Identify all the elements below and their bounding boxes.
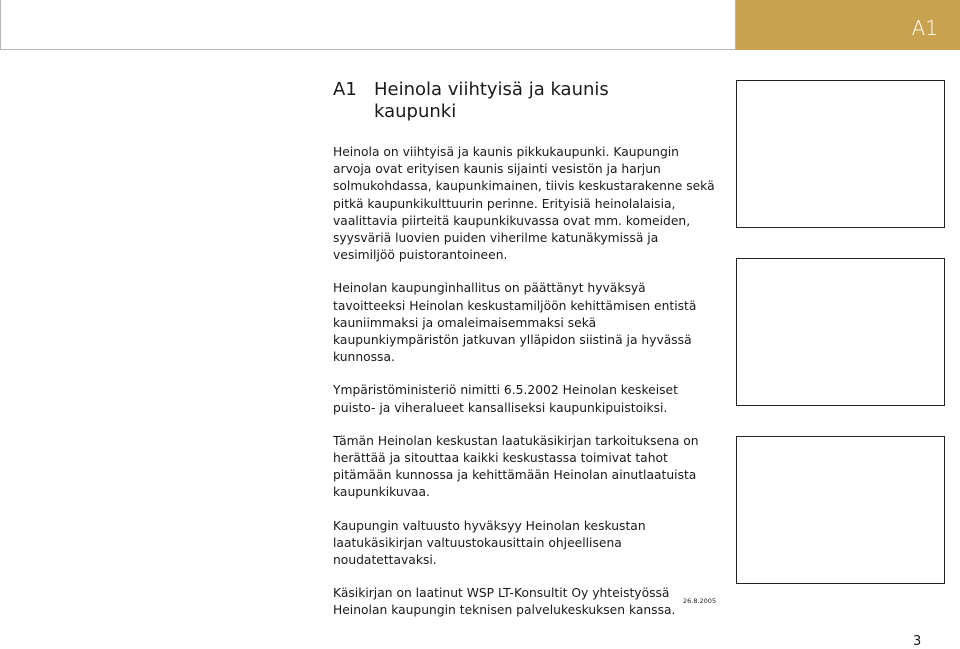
image-placeholder (736, 258, 945, 406)
section-tab (736, 0, 960, 50)
paragraph: Heinolan kaupunginhallitus on päättänyt hyväksyä tavoitteeksi Heinolan keskustamiljöön kehittämisen entistä kauniimmaksi ja omaleimaisemmaksi sekä kaupunkiympäristön jatkuvan ylläpidon siistinä ja hyvässä kunnossa. (333, 281, 697, 365)
paragraph: Kaupungin valtuusto hyväksyy Heinolan keskustan laatukäsikirjan valtuustokausittain ohjeellisena noudatettavaksi. (333, 518, 646, 568)
page-title: Heinola viihtyisä ja kaunis kaupunki (374, 79, 609, 122)
paragraph: Käsikirjan on laatinut WSP LT-Konsultit Oy yhteistyössä Heinolan kaupungin teknisen palvelukeskuksen kanssa. (333, 586, 676, 618)
paragraph: Ympäristöministeriö nimitti 6.5.2002 Heinolan keskeiset puisto- ja viheralueet kansalliseksi kaupunkipuistoiksi. (333, 383, 678, 415)
heading-code: A1 (333, 79, 357, 100)
body-text (333, 144, 718, 636)
section-tab-label: A1 (911, 16, 938, 40)
paragraph: Tämän Heinolan keskustan laatukäsikirjan tarkoituksena on herättää ja sitouttaa kaikki keskustassa toimivat tahot pitämään kunnossa ja kehittämään Heinolan ainutlaatuista kaupunkikuvaa. (333, 433, 699, 500)
paragraph: Heinola on viihtyisä ja kaunis pikkukaupunki. Kaupungin arvoja ovat erityisen kaunis sijainti vesistön ja harjun solmukohdassa, kaupunkimainen, tiivis keskustarakenne sekä pitkä kaupunkikulttuurin perinne. Erityisiä heinolalaisia, vaalittavia piirteitä kaupunkikuvassa ovat mm. komeiden, syysväriä luovien puiden viherilme katunäkymissä ja vesimiljöö puistorantoineen. (333, 145, 715, 263)
image-placeholder (736, 80, 945, 228)
page-number: 3 (913, 634, 922, 649)
document-date: 26.8.2005 (683, 597, 717, 605)
header-bar (0, 0, 736, 50)
image-placeholder (736, 436, 945, 584)
